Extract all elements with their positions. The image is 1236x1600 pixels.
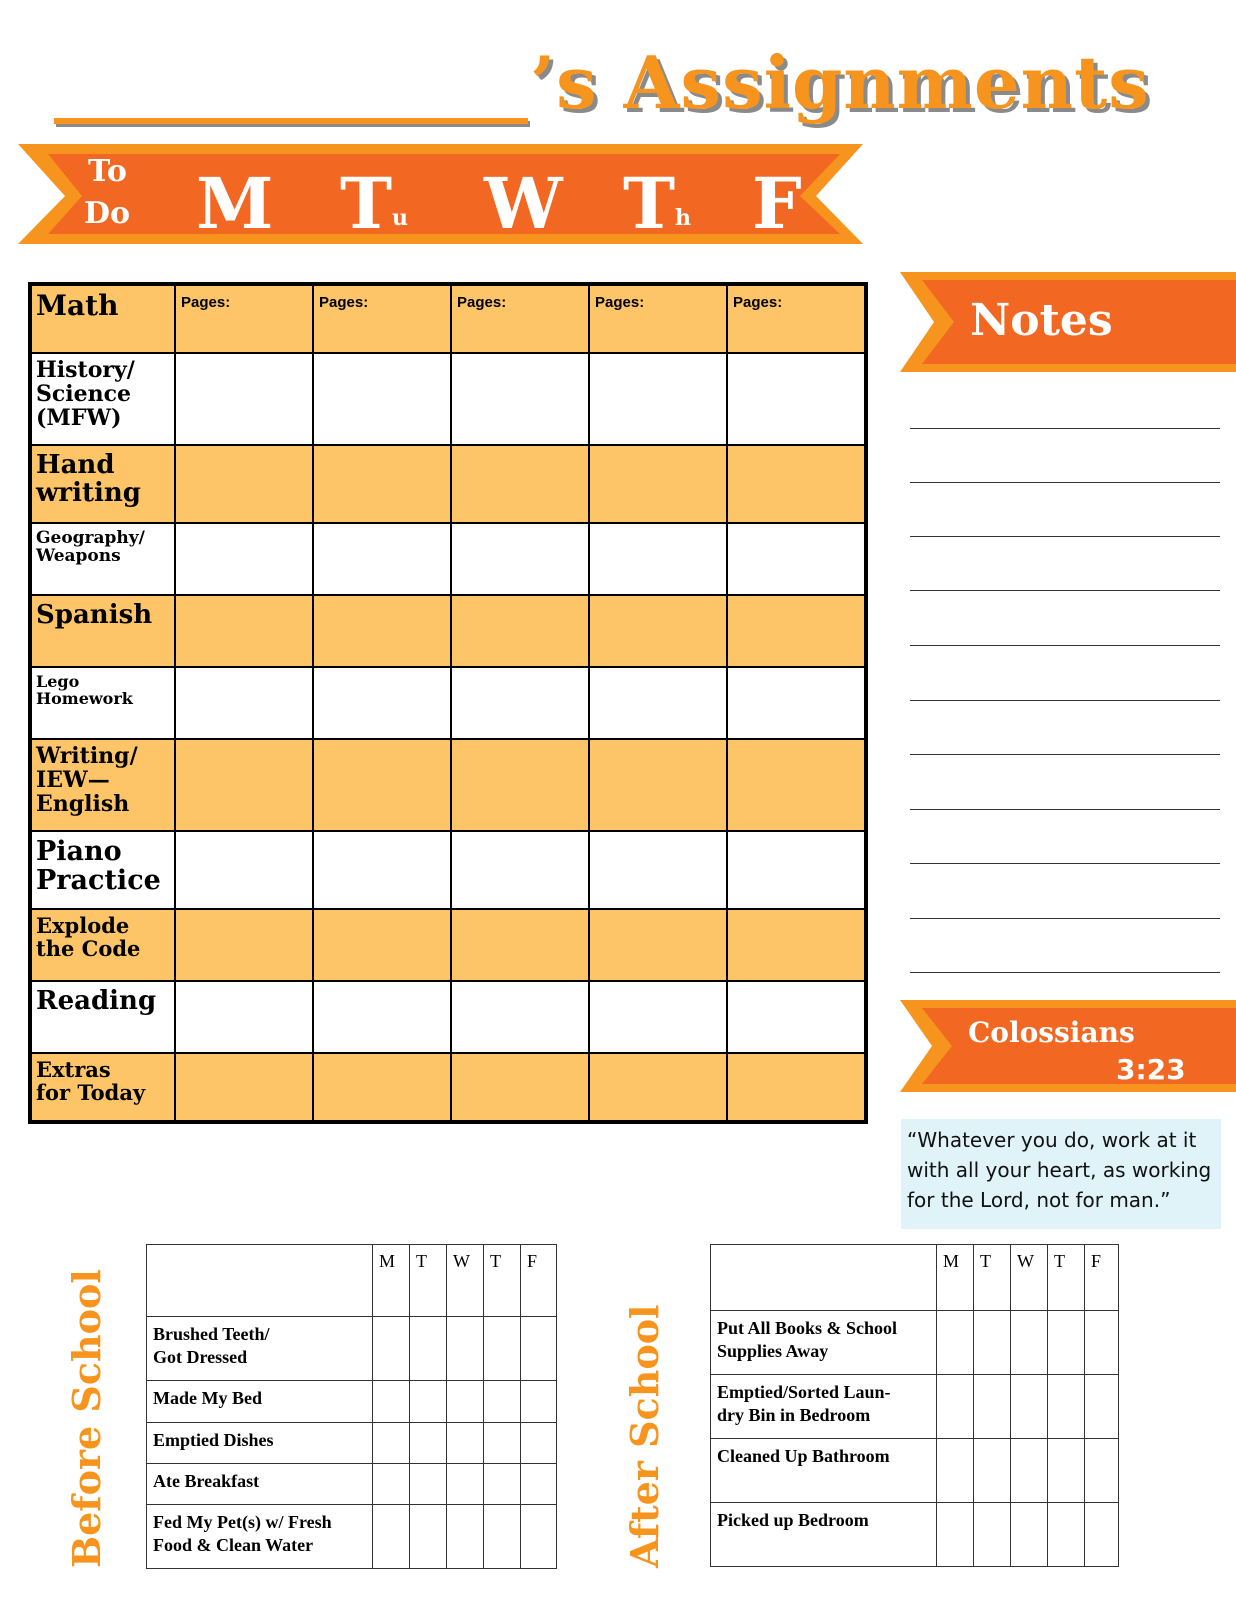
assignment-cell[interactable] xyxy=(451,523,589,595)
subject-row xyxy=(30,284,866,353)
pages-label: Pages: xyxy=(595,294,645,311)
chore-checkbox-cell[interactable] xyxy=(1085,1503,1119,1567)
chore-task-label: Emptied Dishes xyxy=(147,1423,373,1464)
subject-row xyxy=(30,909,866,981)
chore-checkbox-cell[interactable] xyxy=(521,1381,557,1423)
chore-row xyxy=(147,1423,557,1464)
assignment-cell[interactable] xyxy=(313,831,451,909)
chore-checkbox-cell[interactable] xyxy=(937,1503,974,1567)
chore-checkbox-cell[interactable] xyxy=(373,1505,410,1569)
note-line[interactable] xyxy=(910,754,1220,755)
chore-header-blank xyxy=(711,1245,937,1311)
assignment-cell[interactable] xyxy=(589,523,727,595)
pages-label: Pages: xyxy=(181,294,231,311)
chore-checkbox-cell[interactable] xyxy=(1011,1311,1048,1375)
assignment-cell[interactable] xyxy=(175,445,313,523)
note-line[interactable] xyxy=(910,645,1220,646)
assignment-cell[interactable] xyxy=(451,667,589,739)
subject-label: Geography/ Weapons xyxy=(30,523,175,595)
assignment-cell[interactable] xyxy=(727,284,866,353)
before-school-table xyxy=(146,1244,557,1569)
chore-checkbox-cell[interactable] xyxy=(521,1317,557,1381)
chore-checkbox-cell[interactable] xyxy=(521,1505,557,1569)
chore-checkbox-cell[interactable] xyxy=(521,1464,557,1505)
chore-checkbox-cell[interactable] xyxy=(447,1317,484,1381)
chore-checkbox-cell[interactable] xyxy=(410,1423,447,1464)
chore-checkbox-cell[interactable] xyxy=(484,1381,521,1423)
notes-title: Notes xyxy=(970,295,1113,346)
chore-day-header: T xyxy=(410,1245,447,1317)
notes-banner xyxy=(900,272,1236,372)
assignment-cell[interactable] xyxy=(313,909,451,981)
assignment-cell[interactable] xyxy=(451,595,589,667)
assignment-cell[interactable] xyxy=(727,1053,866,1122)
chore-checkbox-cell[interactable] xyxy=(447,1505,484,1569)
assignment-table xyxy=(28,282,868,1124)
note-line[interactable] xyxy=(910,863,1220,864)
chore-row xyxy=(147,1317,557,1381)
note-line[interactable] xyxy=(910,918,1220,919)
chore-checkbox-cell[interactable] xyxy=(1011,1503,1048,1567)
note-line[interactable] xyxy=(910,700,1220,701)
subject-label: Explode the Code xyxy=(30,909,175,981)
chore-task-label: Emptied/Sorted Laun- dry Bin in Bedroom xyxy=(711,1375,937,1439)
verse-chapter: 3:23 xyxy=(1116,1053,1186,1086)
chore-checkbox-cell[interactable] xyxy=(521,1423,557,1464)
chore-checkbox-cell[interactable] xyxy=(1085,1311,1119,1375)
chore-checkbox-cell[interactable] xyxy=(974,1375,1011,1439)
assignment-cell[interactable] xyxy=(451,981,589,1053)
assignment-cell[interactable] xyxy=(313,667,451,739)
chore-day-header: T xyxy=(484,1245,521,1317)
chore-checkbox-cell[interactable] xyxy=(484,1505,521,1569)
assignment-cell[interactable] xyxy=(313,981,451,1053)
note-line[interactable] xyxy=(910,536,1220,537)
day-label: T xyxy=(623,162,676,245)
chore-checkbox-cell[interactable] xyxy=(410,1317,447,1381)
chore-checkbox-cell[interactable] xyxy=(410,1464,447,1505)
subject-label: History/ Science (MFW) xyxy=(30,353,175,445)
chore-checkbox-cell[interactable] xyxy=(484,1423,521,1464)
chore-task-label: Brushed Teeth/ Got Dressed xyxy=(147,1317,373,1381)
chore-checkbox-cell[interactable] xyxy=(447,1423,484,1464)
note-line[interactable] xyxy=(910,482,1220,483)
assignment-cell[interactable] xyxy=(589,445,727,523)
subject-row xyxy=(30,595,866,667)
assignment-cell[interactable] xyxy=(589,667,727,739)
chore-checkbox-cell[interactable] xyxy=(937,1439,974,1503)
chore-day-header: W xyxy=(1011,1245,1048,1311)
chore-checkbox-cell[interactable] xyxy=(373,1317,410,1381)
assignment-cell[interactable] xyxy=(727,353,866,445)
assignment-cell[interactable] xyxy=(175,1053,313,1122)
chore-row xyxy=(711,1375,1119,1439)
chore-checkbox-cell[interactable] xyxy=(1085,1375,1119,1439)
assignment-cell[interactable] xyxy=(589,981,727,1053)
assignment-cell[interactable] xyxy=(313,523,451,595)
chore-checkbox-cell[interactable] xyxy=(484,1317,521,1381)
assignment-cell[interactable] xyxy=(313,284,451,353)
assignment-cell[interactable] xyxy=(175,523,313,595)
chore-day-header: F xyxy=(1085,1245,1119,1311)
assignment-cell[interactable] xyxy=(589,1053,727,1122)
assignment-cell[interactable] xyxy=(175,739,313,831)
assignment-cell[interactable] xyxy=(727,523,866,595)
subject-label: Spanish xyxy=(30,595,175,667)
assignment-cell[interactable] xyxy=(451,831,589,909)
chore-checkbox-cell[interactable] xyxy=(410,1381,447,1423)
assignment-cell[interactable] xyxy=(727,739,866,831)
chore-row xyxy=(711,1503,1119,1567)
chore-header-row xyxy=(147,1245,557,1317)
subject-label: Lego Homework xyxy=(30,667,175,739)
assignment-cell[interactable] xyxy=(727,667,866,739)
assignment-cell[interactable] xyxy=(313,353,451,445)
chore-checkbox-cell[interactable] xyxy=(447,1464,484,1505)
assignment-cell[interactable] xyxy=(451,1053,589,1122)
subject-label: Reading xyxy=(30,981,175,1053)
subject-label: Math xyxy=(30,284,175,353)
chore-checkbox-cell[interactable] xyxy=(373,1381,410,1423)
chore-checkbox-cell[interactable] xyxy=(1011,1439,1048,1503)
chore-task-label: Fed My Pet(s) w/ Fresh Food & Clean Water xyxy=(147,1505,373,1569)
subject-row xyxy=(30,831,866,909)
chore-day-header: M xyxy=(937,1245,974,1311)
subject-row xyxy=(30,523,866,595)
assignment-cell[interactable] xyxy=(727,909,866,981)
chore-header-blank xyxy=(147,1245,373,1317)
chore-day-header: W xyxy=(447,1245,484,1317)
verse-reference-banner xyxy=(900,1000,1236,1092)
assignment-cell[interactable] xyxy=(727,981,866,1053)
chore-task-label: Ate Breakfast xyxy=(147,1464,373,1505)
chore-checkbox-cell[interactable] xyxy=(1048,1439,1085,1503)
assignment-cell[interactable] xyxy=(175,831,313,909)
subject-row xyxy=(30,981,866,1053)
assignment-cell[interactable] xyxy=(175,284,313,353)
assignment-cell[interactable] xyxy=(451,739,589,831)
assignment-cell[interactable] xyxy=(727,595,866,667)
assignment-cell[interactable] xyxy=(589,909,727,981)
subject-label: Extras for Today xyxy=(30,1053,175,1122)
subject-row xyxy=(30,739,866,831)
chore-checkbox-cell[interactable] xyxy=(1048,1311,1085,1375)
assignment-cell[interactable] xyxy=(727,831,866,909)
chore-row xyxy=(147,1464,557,1505)
chore-checkbox-cell[interactable] xyxy=(974,1503,1011,1567)
verse-text: “Whatever you do, work at it with all your heart, as working for the Lord, not for man.” xyxy=(901,1119,1221,1229)
after-school-title: After School xyxy=(622,1304,667,1568)
chore-checkbox-cell[interactable] xyxy=(410,1505,447,1569)
note-line[interactable] xyxy=(910,590,1220,591)
assignment-cell[interactable] xyxy=(589,353,727,445)
chore-checkbox-cell[interactable] xyxy=(937,1311,974,1375)
day-label: W xyxy=(484,162,563,245)
subject-label: Piano Practice xyxy=(30,831,175,909)
chore-day-header: F xyxy=(521,1245,557,1317)
assignment-cell[interactable] xyxy=(175,909,313,981)
chore-header-row xyxy=(711,1245,1119,1311)
after-school-table xyxy=(710,1244,1119,1567)
chore-checkbox-cell[interactable] xyxy=(447,1381,484,1423)
page-title: ’s Assignments xyxy=(530,40,1150,125)
subject-row xyxy=(30,445,866,523)
chore-row xyxy=(711,1439,1119,1503)
day-label: M xyxy=(196,162,274,245)
before-school-title: Before School xyxy=(64,1269,109,1568)
chore-task-label: Picked up Bedroom xyxy=(711,1503,937,1567)
assignment-cell[interactable] xyxy=(451,445,589,523)
assignment-cell[interactable] xyxy=(175,353,313,445)
chore-row xyxy=(147,1381,557,1423)
note-line[interactable] xyxy=(910,809,1220,810)
day-label-suffix: u xyxy=(392,205,408,231)
chore-checkbox-cell[interactable] xyxy=(484,1464,521,1505)
assignment-cell[interactable] xyxy=(589,595,727,667)
chore-task-label: Put All Books & School Supplies Away xyxy=(711,1311,937,1375)
chore-task-label: Made My Bed xyxy=(147,1381,373,1423)
chore-day-header: T xyxy=(974,1245,1011,1311)
pages-label: Pages: xyxy=(319,294,369,311)
assignment-cell[interactable] xyxy=(313,595,451,667)
chore-checkbox-cell[interactable] xyxy=(373,1423,410,1464)
assignment-cell[interactable] xyxy=(451,284,589,353)
day-banner xyxy=(18,144,880,248)
chore-checkbox-cell[interactable] xyxy=(1011,1375,1048,1439)
pages-label: Pages: xyxy=(733,294,783,311)
note-line[interactable] xyxy=(910,428,1220,429)
todo-line1: To xyxy=(88,154,127,189)
chore-task-label: Cleaned Up Bathroom xyxy=(711,1439,937,1503)
assignment-cell[interactable] xyxy=(175,981,313,1053)
chore-checkbox-cell[interactable] xyxy=(1048,1375,1085,1439)
chore-checkbox-cell[interactable] xyxy=(974,1439,1011,1503)
chore-checkbox-cell[interactable] xyxy=(1085,1439,1119,1503)
chore-checkbox-cell[interactable] xyxy=(373,1464,410,1505)
assignment-cell[interactable] xyxy=(727,445,866,523)
subject-row xyxy=(30,353,866,445)
name-blank-line[interactable] xyxy=(54,118,528,124)
todo-line2: Do xyxy=(84,196,131,231)
subject-row xyxy=(30,667,866,739)
subject-label: Writing/ IEW— English xyxy=(30,739,175,831)
chore-checkbox-cell[interactable] xyxy=(974,1311,1011,1375)
chore-row xyxy=(147,1505,557,1569)
assignment-cell[interactable] xyxy=(589,831,727,909)
banner-inner xyxy=(48,154,840,234)
assignment-cell[interactable] xyxy=(313,1053,451,1122)
chore-day-header: M xyxy=(373,1245,410,1317)
assignment-cell[interactable] xyxy=(451,909,589,981)
assignment-cell[interactable] xyxy=(589,284,727,353)
assignment-cell[interactable] xyxy=(313,445,451,523)
day-label: F xyxy=(752,162,802,245)
assignment-cell[interactable] xyxy=(175,595,313,667)
assignment-cell[interactable] xyxy=(175,667,313,739)
subject-row xyxy=(30,1053,866,1122)
chore-checkbox-cell[interactable] xyxy=(1048,1503,1085,1567)
chore-day-header: T xyxy=(1048,1245,1085,1311)
assignment-cell[interactable] xyxy=(451,353,589,445)
verse-book: Colossians xyxy=(968,1016,1135,1049)
note-line[interactable] xyxy=(910,972,1220,973)
day-label-suffix: h xyxy=(675,205,691,231)
subject-label: Hand writing xyxy=(30,445,175,523)
day-label: T xyxy=(340,162,393,245)
assignment-cell[interactable] xyxy=(589,739,727,831)
assignment-cell[interactable] xyxy=(313,739,451,831)
pages-label: Pages: xyxy=(457,294,507,311)
chore-checkbox-cell[interactable] xyxy=(937,1375,974,1439)
chore-row xyxy=(711,1311,1119,1375)
